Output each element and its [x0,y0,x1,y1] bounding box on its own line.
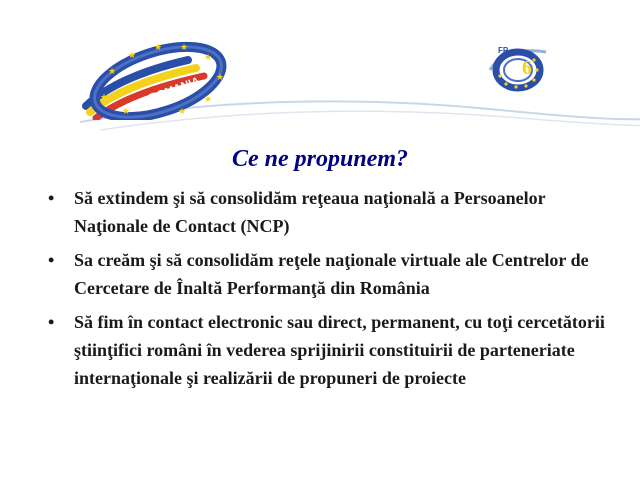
left-logo-text: ROMANIA [147,75,202,105]
svg-text:★: ★ [204,95,213,105]
romania-eu-logo [78,40,238,120]
svg-text:★: ★ [180,43,189,53]
bullet-list [48,184,618,398]
bullet-item [48,308,618,392]
slide-title: Ce ne propunem? [231,146,408,172]
bullet-marker: • [48,250,55,270]
bullet-text: Să fim în contact electronic sau direct, permanent, cu toţi cercetătorii ştiinţifici români în vederea sprijinirii constituirii de parteneriate internaţionale şi realizării de propuneri de proiecte [74,312,605,388]
svg-text:★: ★ [216,73,225,83]
bullet-item [48,246,618,302]
bullet-text: Sa creăm şi să consolidăm reţele naţionale virtuale ale Centrelor de Cercetare de Înaltă Performanţă din România [74,250,589,298]
bullet-text: Să extindem şi să consolidăm reţeaua naţională a Persoanelor Naţionale de Contact (NCP) [74,188,546,236]
svg-text:★: ★ [108,67,117,77]
bullet-marker: • [48,188,55,208]
svg-text:★: ★ [100,93,109,103]
svg-text:★: ★ [178,107,187,117]
fp6-logo [484,40,552,92]
six-glyph-icon: 6 [522,57,532,79]
svg-text:★: ★ [128,51,137,61]
svg-text:★: ★ [122,107,131,117]
svg-text:★: ★ [154,43,163,53]
svg-text:★: ★ [204,53,213,63]
bullet-marker: • [48,312,55,332]
right-logo-text: FP [498,46,509,55]
bullet-item [48,184,618,240]
